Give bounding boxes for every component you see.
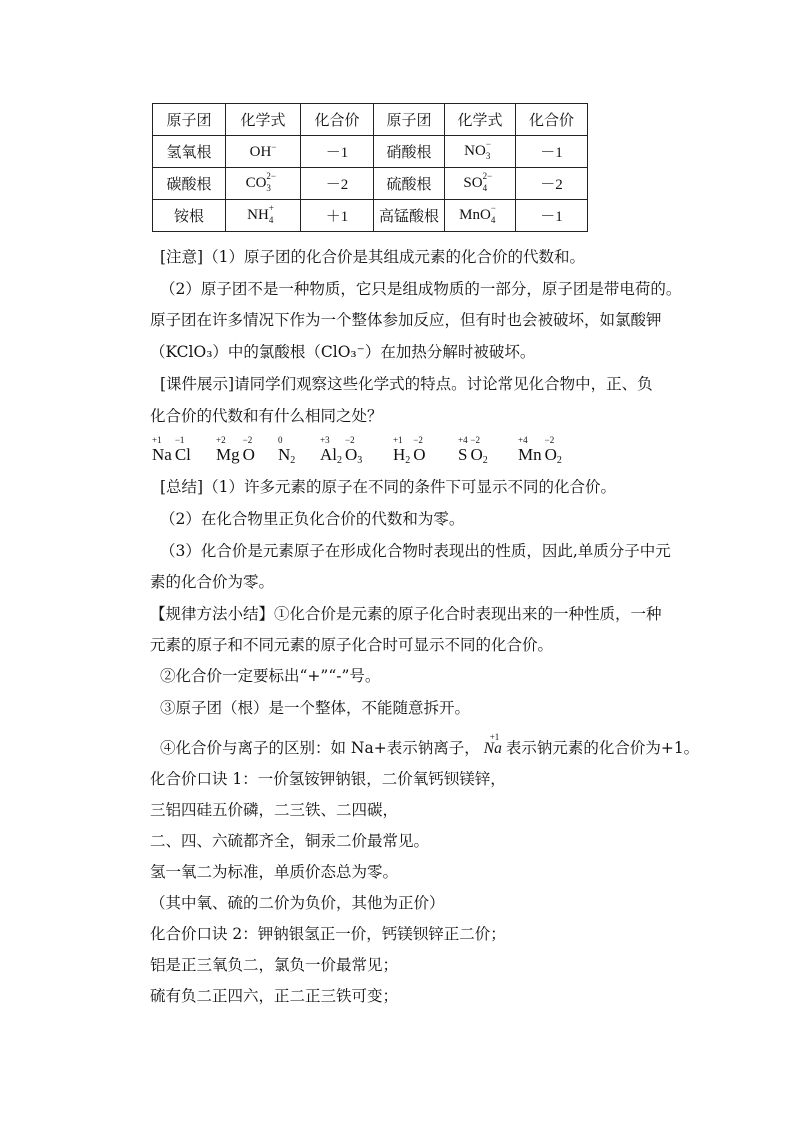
mnemonic-line: 化合价口诀 1：一价氢铵钾钠银，二价氧钙钡镁锌， [150,770,506,788]
valence-value: ＋1 [301,200,374,232]
element-symbol: +1 $H_2$ [393,435,411,466]
summary-paragraph: [总结]（1）许多元素的原子在不同的条件下可显示不同的化合价。 [160,478,616,496]
summary-paragraph: （3）化合价是元素原子在形成化合物时表现出的性质，因此,单质分子中元 [160,542,671,560]
valence-value: －1 [516,200,588,232]
group-name: 氢氧根 [153,136,226,168]
table-header: 化学式 [445,104,516,136]
oxidation-state: −2 [242,435,253,445]
ion-formula: OH− [226,136,301,168]
element-symbol: −2 O [413,435,426,464]
ion-formula: MnO − 4 [445,200,516,232]
atomic-group-valence-table [152,103,588,232]
note-paragraph: （2）原子团不是一种物质，它只是组成物质的一部分，原子团是带电荷的。 [160,280,682,298]
compound-formula [320,437,362,466]
oxidation-state: +1 [393,435,403,445]
mnemonic-line: 硫有负二正四六，正二正三铁可变； [150,987,399,1005]
table-header-row [153,104,588,136]
mnemonic-line: 氢一氧二为标准，单质价态总为零。 [150,863,399,881]
group-name: 高锰酸根 [374,200,445,232]
rule-paragraph: 【规律方法小结】①化合价是元素的原子化合时表现出来的一种性质，一种 [150,605,662,623]
sodium-valence-notation: +1 Na [483,732,502,757]
compound-formula-row [152,437,622,471]
oxidation-state: −2 [413,435,423,445]
note-paragraph: （KClO₃）中的氯酸根（ClO₃⁻）在加热分解时被破坏。 [150,343,536,361]
oxidation-state: +3 [320,435,330,445]
compound-formula [278,437,295,466]
ion-formula: SO 2− 4 [445,168,516,200]
compound-formula [518,437,562,466]
mnemonic-line: 化合价口诀 2：钾钠银氢正一价，钙镁钡锌正二价； [150,925,506,943]
summary-paragraph: 素的化合价为零。 [150,573,275,591]
rule-paragraph: ④化合价与离子的区别：如 Na+表示钠离子， +1 Na 表示钠元素的化合价为+1。 [160,737,699,760]
element-symbol: +4 S [458,435,468,464]
element-symbol: +2 Mg [216,435,240,464]
group-name: 硝酸根 [374,136,445,168]
valence-value: －1 [301,136,374,168]
ion-formula: NO − 3 [445,136,516,168]
table-header: 化合价 [516,104,588,136]
mnemonic-line: 三铝四硅五价磷，二三铁、二四碳， [150,801,399,819]
mnemonic-line: （其中氧、硫的二价为负价，其他为正价） [150,894,445,912]
compound-formula [152,437,191,465]
oxidation-state: −2 [470,435,481,445]
valence-value: －2 [516,168,588,200]
element-symbol: −2 $O_2$ [470,435,488,466]
oxidation-state: −2 [345,435,355,445]
element-symbol: +1 Na [152,435,172,464]
table-row [153,136,588,168]
oxidation-state: +4 [458,435,468,445]
oxidation-state: −1 [174,435,185,445]
element-symbol: 0 $N_2$ [278,435,296,466]
element-symbol: −2 $O_3$ [345,435,363,466]
compound-formula [458,437,488,466]
element-symbol: +4 Mn [518,435,542,464]
ion-formula: NH + 4 [226,200,301,232]
note-paragraph: 原子团在许多情况下作为一个整体参加反应，但有时也会被破坏，如氯酸钾 [150,311,662,329]
group-name: 碳酸根 [153,168,226,200]
oxidation-state: +4 [518,435,528,445]
table-row [153,168,588,200]
element-symbol: −2 O [242,435,255,464]
valence-value: －1 [516,136,588,168]
element-symbol: −1 Cl [174,435,191,464]
summary-paragraph: （2）在化合物里正负化合价的代数和为零。 [160,510,465,528]
oxidation-state: +2 [216,435,226,445]
ion-formula: CO 2− 3 [226,168,301,200]
mnemonic-line: 铝是正三氧负二，氯负一价最常见； [150,956,399,974]
oxidation-state: −2 [544,435,555,445]
group-name: 硫酸根 [374,168,445,200]
rule-paragraph: 元素的原子和不同元素的原子化合时可显示不同的化合价。 [150,636,554,654]
table-header: 原子团 [374,104,445,136]
note-paragraph: [注意]（1）原子团的化合价是其组成元素的化合价的代数和。 [160,248,585,266]
oxidation-state: +1 [152,435,162,445]
oxidation-state: 0 [278,435,283,445]
table-header: 原子团 [153,104,226,136]
rule-paragraph: ③原子团（根）是一个整体，不能随意拆开。 [160,699,471,717]
element-symbol: −2 $O_2$ [544,435,562,466]
mnemonic-line: 二、四、六硫都齐全，铜汞二价最常见。 [150,832,430,850]
table-header: 化合价 [301,104,374,136]
compound-formula [393,437,426,466]
show-paragraph: 化合价的代数和有什么相同之处？ [150,407,383,425]
compound-formula [216,437,255,465]
group-name: 铵根 [153,200,226,232]
element-symbol: +3 $Al_2$ [320,435,342,466]
rule-paragraph: ②化合价一定要标出“+”“-”号。 [160,667,381,685]
show-paragraph: [课件展示]请同学们观察这些化学式的特点。讨论常见化合物中，正、负 [160,375,653,393]
valence-value: －2 [301,168,374,200]
table-header: 化学式 [226,104,301,136]
table-row [153,200,588,232]
